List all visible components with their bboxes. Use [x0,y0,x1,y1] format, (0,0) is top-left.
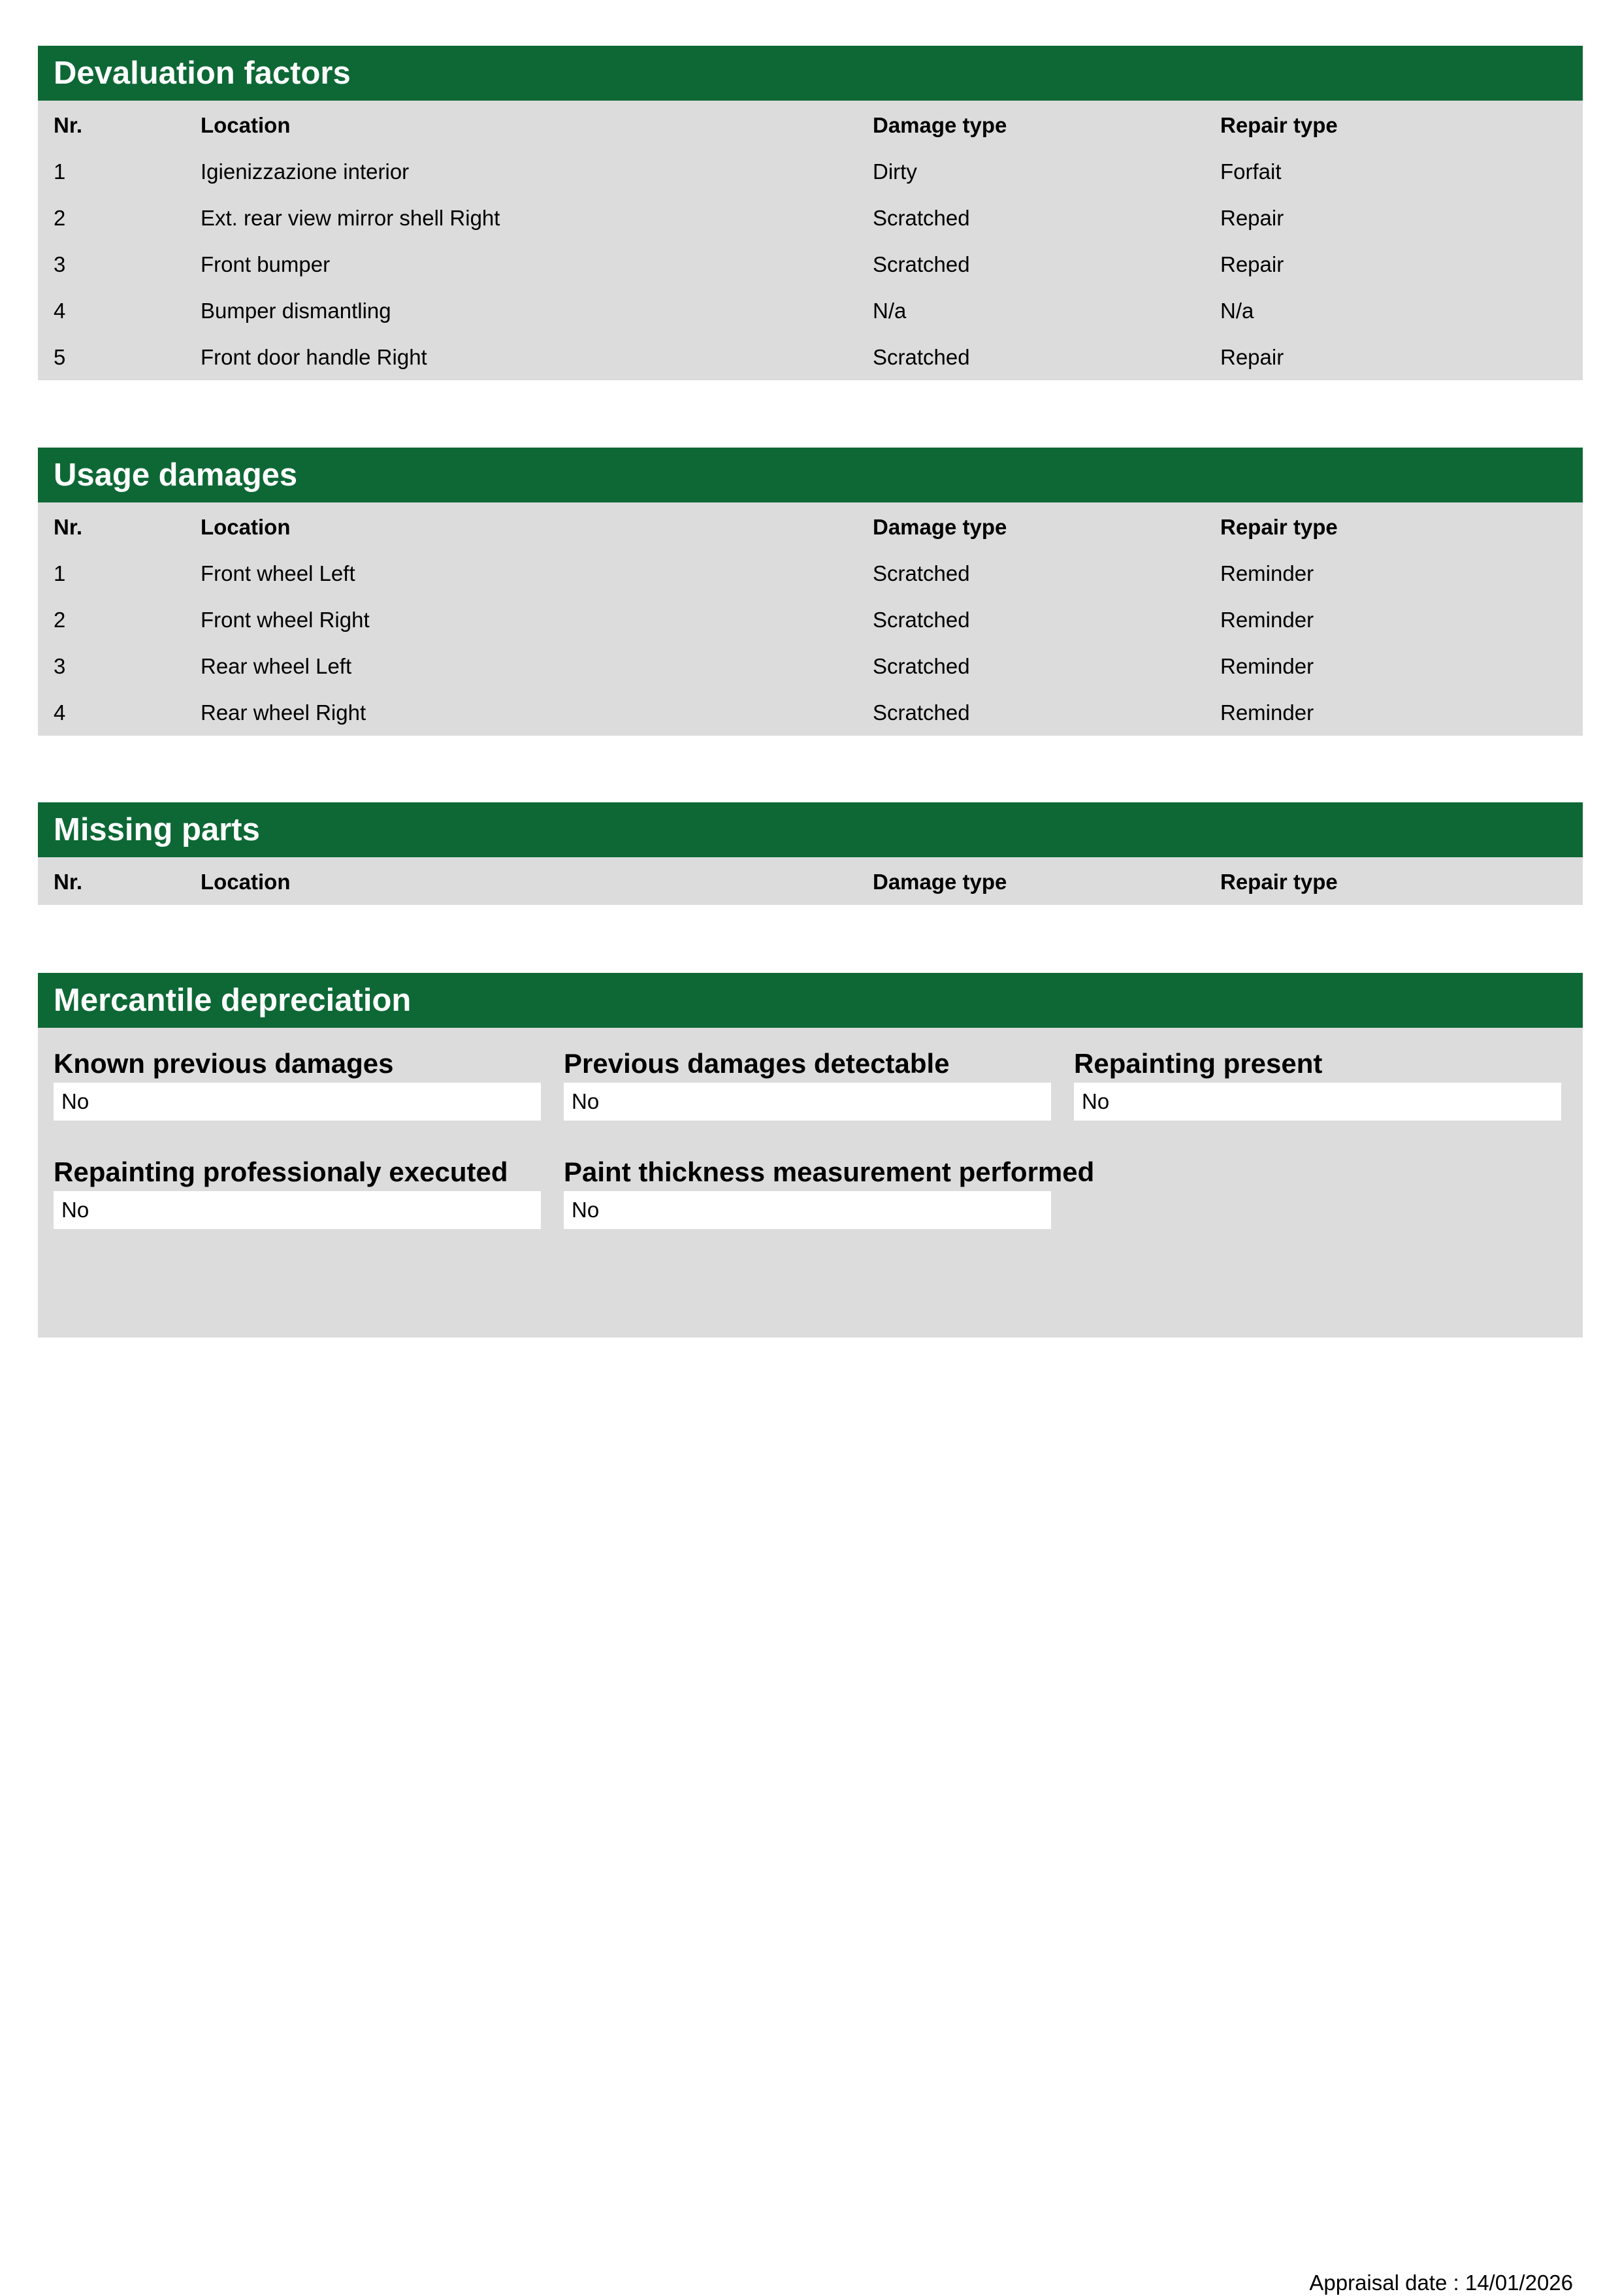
table-row [38,287,1583,334]
previous-damages-detectable-field [564,1046,1051,1121]
field-label: Repainting professionaly executed [54,1156,508,1187]
cell-repair-type: Reminder [1220,654,1314,678]
cell-location: Rear wheel Left [201,654,352,678]
column-header-damage-type: Damage type [873,515,1007,539]
field-label: Repainting present [1074,1048,1323,1079]
cell-damage-type: Scratched [873,345,970,369]
field-label: Known previous damages [54,1048,394,1079]
column-header-repair-type: Repair type [1220,113,1338,137]
section-title: Mercantile depreciation [38,973,1583,1028]
cell-location: Ext. rear view mirror shell Right [201,206,500,230]
cell-nr: 4 [54,700,66,725]
mercantile-depreciation-section [38,973,1583,1337]
cell-nr: 1 [54,159,66,184]
cell-nr: 3 [54,252,66,276]
known-previous-damages-value: No [54,1083,541,1121]
cell-damage-type: Dirty [873,159,917,184]
repainting-present-field [1074,1046,1561,1121]
previous-damages-detectable-value: No [564,1083,1051,1121]
cell-nr: 5 [54,345,66,369]
table-header-row [38,504,1583,550]
repainting-professionaly-executed-field [54,1155,541,1229]
cell-location: Front wheel Left [201,561,355,585]
column-header-damage-type: Damage type [873,870,1007,894]
cell-location: Front wheel Right [201,608,370,632]
repainting-professionaly-executed-value: No [54,1191,541,1229]
cell-location: Bumper dismantling [201,299,391,323]
missing-parts-table [38,857,1583,905]
cell-damage-type: Scratched [873,252,970,276]
column-header-repair-type: Repair type [1220,515,1338,539]
mercantile-fields [38,1028,1583,1337]
paint-thickness-measurement-field [564,1155,1095,1229]
paint-thickness-measurement-value: No [564,1191,1051,1229]
cell-damage-type: Scratched [873,654,970,678]
cell-repair-type: Repair [1220,252,1284,276]
cell-nr: 2 [54,608,66,632]
table-row [38,195,1583,241]
column-header-location: Location [201,113,291,137]
field-label: Previous damages detectable [564,1048,950,1079]
section-title: Missing parts [38,802,1583,857]
cell-location: Front bumper [201,252,331,276]
column-header-repair-type: Repair type [1220,870,1338,894]
table-row [38,597,1583,643]
section-title: Usage damages [38,448,1583,502]
field-label: Paint thickness measurement performed [564,1156,1095,1187]
cell-damage-type: Scratched [873,206,970,230]
cell-damage-type: Scratched [873,608,970,632]
devaluation-table [38,101,1583,380]
table-row [38,241,1583,287]
usage-damages-section [38,448,1583,736]
cell-location: Rear wheel Right [201,700,366,725]
cell-repair-type: Forfait [1220,159,1282,184]
cell-nr: 3 [54,654,66,678]
cell-repair-type: N/a [1220,299,1254,323]
repainting-present-value: No [1074,1083,1561,1121]
cell-repair-type: Repair [1220,345,1284,369]
column-header-nr: Nr. [54,515,83,539]
appraisal-date: Appraisal date : 14/01/2026 [1309,2271,1573,2295]
cell-repair-type: Reminder [1220,608,1314,632]
cell-nr: 4 [54,299,66,323]
usage-table [38,502,1583,736]
table-row [38,334,1583,380]
table-row [38,550,1583,597]
column-header-location: Location [201,515,291,539]
table-row [38,689,1583,736]
cell-damage-type: Scratched [873,561,970,585]
cell-location: Igienizzazione interior [201,159,410,184]
missing-parts-section [38,802,1583,905]
cell-damage-type: Scratched [873,700,970,725]
column-header-location: Location [201,870,291,894]
cell-repair-type: Repair [1220,206,1284,230]
column-header-nr: Nr. [54,113,83,137]
known-previous-damages-field [54,1046,541,1121]
cell-nr: 2 [54,206,66,230]
table-row [38,148,1583,195]
cell-nr: 1 [54,561,66,585]
column-header-nr: Nr. [54,870,83,894]
cell-damage-type: N/a [873,299,907,323]
cell-repair-type: Reminder [1220,561,1314,585]
table-row [38,643,1583,689]
section-title: Devaluation factors [38,46,1583,101]
table-header-row [38,859,1583,905]
cell-location: Front door handle Right [201,345,427,369]
column-header-damage-type: Damage type [873,113,1007,137]
devaluation-factors-section [38,46,1583,380]
table-header-row [38,102,1583,148]
cell-repair-type: Reminder [1220,700,1314,725]
